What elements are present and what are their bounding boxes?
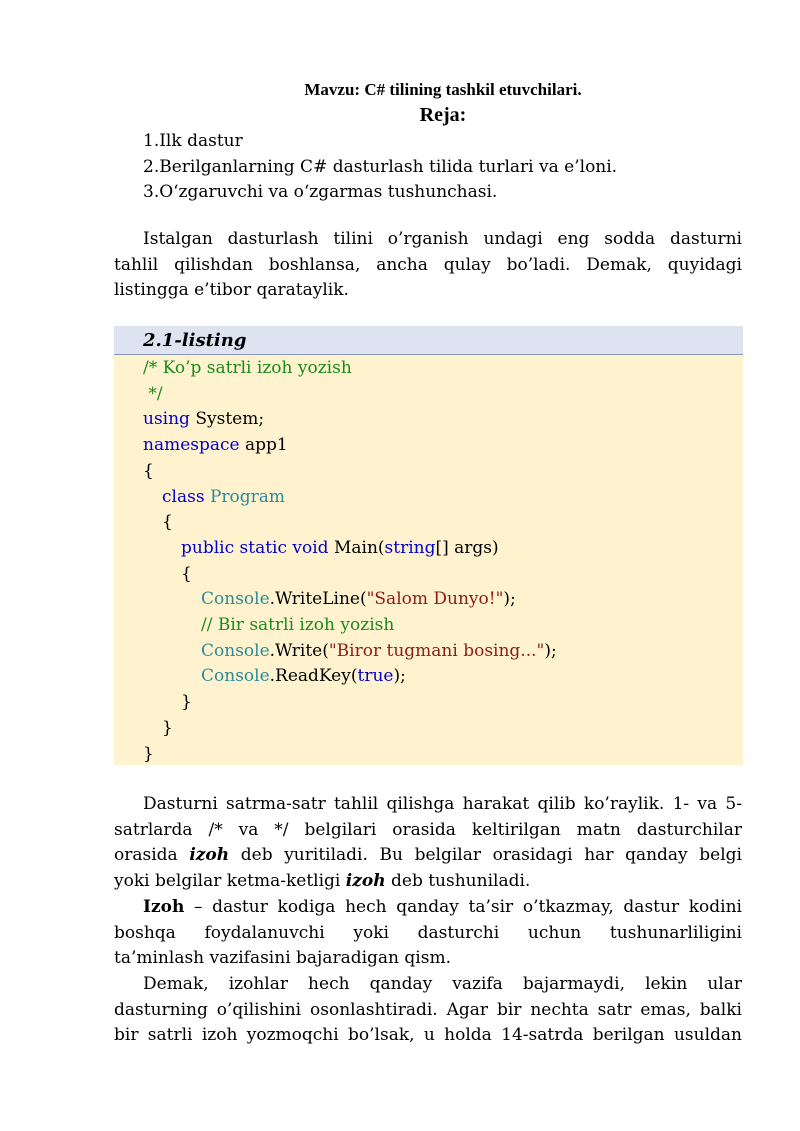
body-paragraph-3	[114, 972, 742, 1049]
brace: }	[181, 692, 192, 713]
paragraph-line: satrlarda /* va */ belgilari orasida keltirilgan matn dasturchilar	[114, 819, 742, 840]
code-line	[143, 562, 557, 588]
code-line	[143, 613, 557, 639]
emphasis-term: izoh	[189, 845, 230, 866]
paragraph-line	[114, 843, 742, 869]
code-line	[143, 536, 557, 562]
code-text: .WriteLine(	[269, 589, 367, 610]
comment: /* Ko’p satrli izoh yozish	[143, 358, 352, 378]
paragraph-line	[114, 895, 742, 921]
comment: */	[143, 383, 163, 404]
keyword: class	[162, 486, 205, 507]
keyword: namespace	[143, 435, 240, 456]
body-paragraph-1	[114, 792, 742, 895]
paragraph-line: dasturning o’qilishini osonlashtiradi. Agar bir nechta satr emas, balki	[114, 999, 742, 1020]
body-paragraph-2	[114, 895, 742, 972]
brace: {	[162, 512, 173, 533]
code-line	[143, 664, 557, 690]
code-text: .ReadKey(	[269, 666, 358, 687]
topic-title: Mavzu: C# tilining tashkil etuvchilari.	[304, 80, 582, 99]
comment: // Bir satrli izoh yozish	[201, 615, 395, 636]
code-line	[143, 459, 557, 485]
plan-heading: Reja:	[419, 104, 467, 126]
paragraph-line: Dasturni satrma-satr tahlil qilishga harakat qilib ko’raylik. 1- va 5-	[143, 794, 742, 814]
plan-item: 3.O‘zgaruvchi va o‘zgarmas tushunchasi.	[143, 182, 498, 203]
code-line	[143, 690, 557, 716]
type-name: Console	[201, 640, 270, 661]
paragraph-line: listingga e’tibor qarataylik.	[114, 280, 349, 301]
type-name: Program	[209, 486, 286, 507]
string-literal: "Biror tugmani bosing..."	[328, 640, 545, 661]
code-line	[143, 407, 557, 433]
text: deb yuritiladi. Bu belgilar orasidagi har qanday belgi	[229, 845, 742, 866]
brace: {	[181, 563, 192, 584]
keyword: string	[384, 537, 436, 558]
text: yoki belgilar ketma-ketligi	[114, 871, 346, 892]
code-line	[143, 716, 557, 742]
text: deb tushuniladi.	[385, 871, 531, 892]
code-block	[143, 356, 557, 767]
paragraph-line: ta’minlash vazifasini bajaradigan qism.	[114, 948, 451, 969]
code-listing	[114, 326, 743, 765]
brace: }	[162, 717, 173, 738]
plan-item: 2.Berilganlarning C# dasturlash tilida turlari va e’loni.	[143, 156, 618, 177]
code-text: );	[503, 589, 516, 610]
code-line	[143, 639, 557, 665]
code-line	[143, 742, 557, 768]
code-text: Main(	[328, 537, 385, 558]
code-line	[143, 510, 557, 536]
string-literal: "Salom Dunyo!"	[366, 589, 504, 610]
plan-list	[143, 129, 617, 206]
emphasis-term: izoh	[345, 871, 386, 892]
paragraph-line	[114, 869, 742, 895]
paragraph-line: Istalgan dasturlash tilini o’rganish undagi eng sodda dasturni	[143, 229, 742, 249]
code-text: );	[393, 666, 406, 687]
intro-paragraph	[114, 227, 742, 304]
text: orasida	[114, 845, 190, 866]
keyword: true	[357, 666, 394, 687]
paragraph-line: boshqa foydalanuvchi yoki dasturchi uchun tushunarliligini	[114, 922, 742, 943]
code-line	[143, 382, 557, 408]
code-line	[143, 587, 557, 613]
bold-term: Izoh	[143, 897, 185, 917]
paragraph-line: tahlil qilishdan boshlansa, ancha qulay bo’ladi. Demak, quyidagi	[114, 254, 742, 275]
code-line	[143, 433, 557, 459]
code-text: );	[544, 640, 557, 661]
paragraph-line: bir satrli izoh yozmoqchi bo’lsak, u holda 14-satrda berilgan usuldan	[114, 1025, 742, 1046]
code-text: System;	[189, 409, 265, 430]
code-line	[143, 485, 557, 511]
listing-heading: 2.1-listing	[114, 326, 743, 355]
type-name: Console	[201, 589, 270, 610]
code-line	[143, 356, 557, 382]
plan-item: 1.Ilk dastur	[143, 131, 243, 151]
code-text: app1	[239, 435, 288, 456]
paragraph-line: Demak, izohlar hech qanday vazifa bajarmaydi, lekin ular	[143, 974, 742, 994]
code-text: [] args)	[435, 537, 499, 558]
type-name: Console	[201, 666, 270, 687]
brace: }	[143, 743, 154, 764]
keyword: using	[143, 409, 190, 430]
brace: {	[143, 460, 154, 481]
keyword: public static void	[181, 537, 329, 558]
text: – dastur kodiga hech qanday ta’sir o’tkazmay, dastur kodini	[184, 897, 742, 917]
code-text: .Write(	[269, 640, 329, 661]
